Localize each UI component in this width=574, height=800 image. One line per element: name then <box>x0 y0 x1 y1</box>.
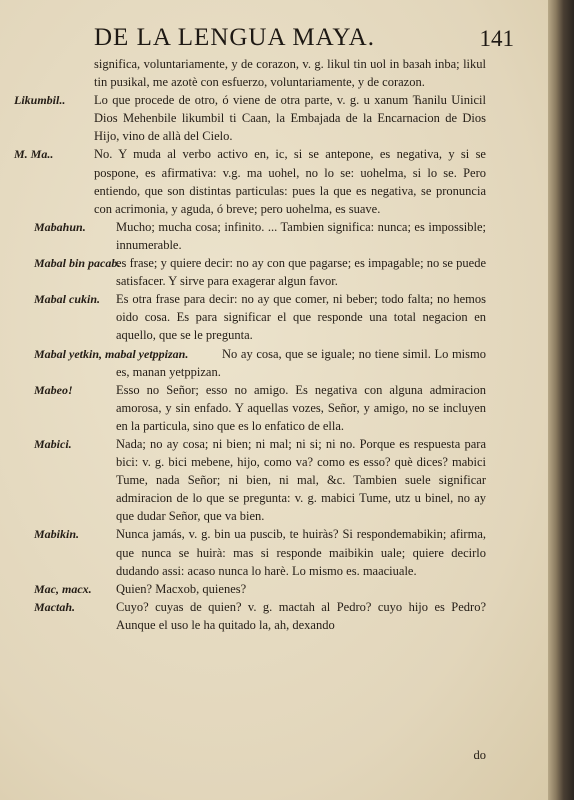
dictionary-text <box>14 55 486 634</box>
entry-headword: Mabeo! <box>34 382 73 397</box>
dictionary-entry <box>14 381 486 435</box>
entry-definition: No ay cosa, que se iguale; no tiene simil. Lo mismo es, manan yetppizan. <box>116 346 486 379</box>
entry-headword: Mabal yetkin, mabal yetppizan. <box>34 346 189 361</box>
entry-headword: Likumbil.. <box>14 93 66 108</box>
entry-definition: Lo que procede de otro, ó viene de otra parte, v. g. u xanum Ћanilu Uinicil Dios Mehenbile likumbil ti Caan, la Embajada de la Encarnacion de Dios Hijo, vino de allà del Cielo. <box>94 93 486 144</box>
dictionary-entry <box>14 435 486 525</box>
entry-headword: Mabal cukin. <box>34 292 101 307</box>
catchword: do <box>473 748 486 762</box>
dictionary-entry <box>14 55 486 91</box>
entry-definition: Es otra frase para decir: no ay que comer, ni beber; todo falta; no hemos oido cosa. Es para significar el que responde una total negacion en aquello, que se le pregunta. <box>116 292 486 343</box>
entry-headword: M. Ma.. <box>14 147 54 162</box>
entry-headword: Mabici. <box>34 436 72 451</box>
entry-headword: Mac, macx. <box>34 581 92 596</box>
dictionary-entry <box>14 254 486 290</box>
dictionary-entry <box>14 145 486 217</box>
entry-headword: Mabal bin pacab. <box>34 256 121 271</box>
entry-headword: Mabikin. <box>34 527 80 542</box>
entry-definition: Nada; no ay cosa; ni bien; ni mal; ni si; ni no. Porque es respuesta para bici: v. g. bici mebene, hijo, como va? como es esso? què dices? mabici Tume, nada Señor; ni bien, ni mal, &c. Tambien suele significar admiracion de lo que se pregunta: v. g. mabici Tume, utz u binel, no ay que dudar Señor, que va bien. <box>116 436 486 524</box>
dictionary-entry <box>14 218 486 254</box>
page-number: 141 <box>479 26 514 51</box>
entry-headword: Mactah. <box>34 599 76 614</box>
entry-definition: Esso no Señor; esso no amigo. Es negativa con alguna admiracion amorosa, y sin enfado. Y aquellas vozes, Señor, y amigo, no se incluyen en la particula, sino que es lo enfatico de ella. <box>116 382 486 433</box>
book-binding <box>548 0 574 800</box>
entry-definition: Mucho; mucha cosa; infinito. ... Tambien significa: nunca; es impossible; innumerable. <box>116 219 486 252</box>
entry-headword: Mabahun. <box>34 219 86 234</box>
entry-definition: Nunca jamás, v. g. bin ua puscib, te huiràs? Si respondemabikin; afirma, que nunca se huirà: mas si responde maibikin uale; quiere decirlo dudando assi: acaso nunca lo harè. Lo mismo es. maaciuale. <box>116 527 486 578</box>
dictionary-entry <box>14 290 486 344</box>
running-title: DE LA LENGUA MAYA. <box>94 24 375 51</box>
dictionary-entry <box>14 598 486 634</box>
page-header <box>94 24 514 58</box>
entry-definition: Quien? Macxob, quienes? <box>116 581 247 596</box>
entry-definition: No. Y muda al verbo activo en, ic, si se antepone, es negativa, y si se pospone, es afirmativa: v.g. ma uohel, no lo se: uohelma, si lo se. Pero entiendo, que son distintas particulas: pues la que es negativa, se pronuncia con acrimonia, y aguda, ó breve; pero uohelma, es suave. <box>94 147 486 216</box>
dictionary-entry <box>14 345 486 381</box>
entry-definition: significa, voluntariamente, y de corazon, v. g. likul tin uol in baзah inba; likul tin puзikal, me azotè con esfuerzo, voluntariamente, y de corazon. <box>94 57 486 90</box>
dictionary-entry <box>14 91 486 145</box>
dictionary-entry <box>14 525 486 579</box>
entry-definition: es frase; y quiere decir: no ay con que pagarse; es impagable; no se puede satisfacer. Y sirve para exagerar algun favor. <box>116 256 486 289</box>
entry-definition: Cuyo? cuyas de quien? v. g. mactah al Pedro? cuyo hijo es Pedro? Aunque el uso le ha quitado la, ah, dexando <box>116 599 486 632</box>
dictionary-entry <box>14 580 486 598</box>
